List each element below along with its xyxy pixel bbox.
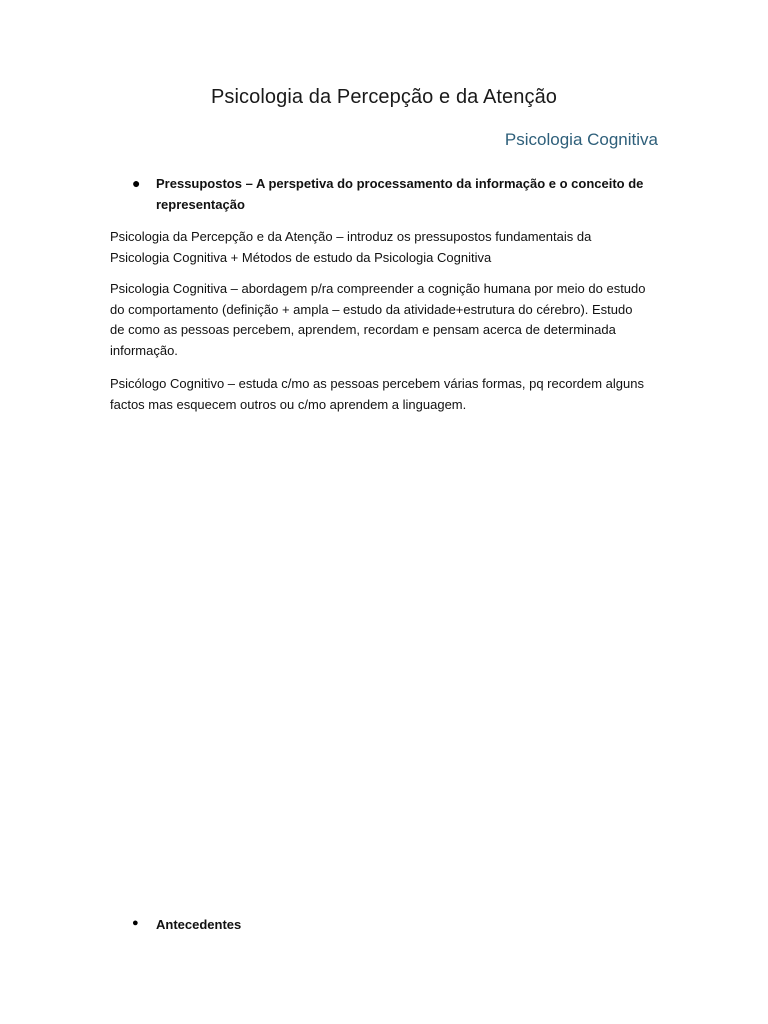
bullet-marker: ●	[132, 175, 141, 191]
document-title: Psicologia da Percepção e da Atenção	[210, 86, 558, 108]
bullet-marker: ●	[132, 917, 139, 929]
bullet-item-pressupostos: Pressupostos – A perspetiva do processamento da informação e o conceito de representação	[156, 176, 644, 212]
paragraph-intro: Psicologia da Percepção e da Atenção – introduz os pressupostos fundamentais da Psicologia Cognitiva + Métodos de estudo da Psicologia Cognitiva	[110, 229, 592, 265]
section-heading: Psicologia Cognitiva	[504, 130, 658, 149]
paragraph-psicologo-cognitivo: Psicólogo Cognitivo – estuda c/mo as pessoas percebem várias formas, pq recordem alguns factos mas esquecem outros ou c/mo aprendem a linguagem.	[110, 376, 644, 412]
bullet-item-antecedentes: Antecedentes	[156, 917, 242, 932]
paragraph-psicologia-cognitiva: Psicologia Cognitiva – abordagem p/ra compreender a cognição humana por meio do estudo do comportamento (definição + ampla – estudo da atividade+estrutura do cérebro). Estudo de como as pessoas percebem, aprendem, recordam e pensam acerca de determinada informação.	[110, 281, 646, 358]
